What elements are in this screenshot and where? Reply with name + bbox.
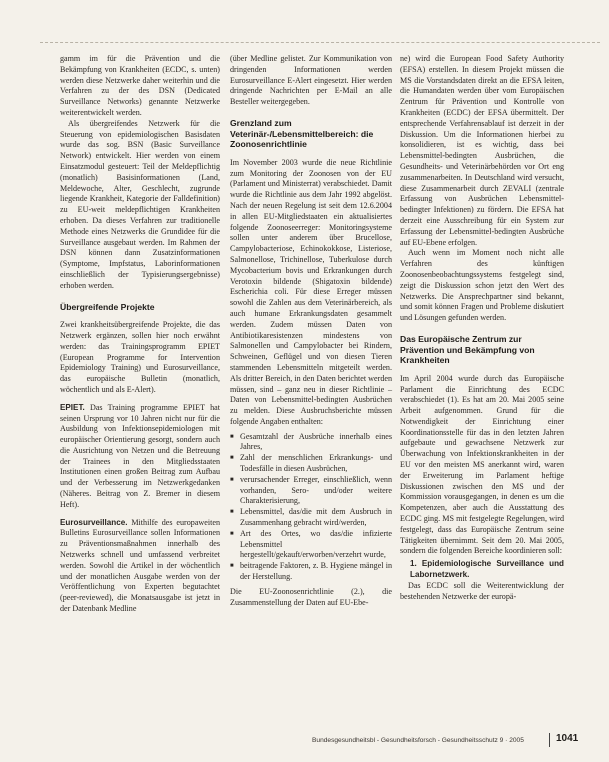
list-item: ■ beitragende Faktoren, z. B. Hygiene mängel in der Herstellung. xyxy=(230,561,392,583)
column-middle xyxy=(230,54,392,608)
paragraph: Im November 2003 wurde die neue Richtlinie zum Monitoring der Zoonosen von der EU (Parlament und Ministerrat) verabschiedet. Damit wurde die Richtlinie aus dem Jahr 1992 abgelöst. Nach der neuen Regelung ist seit dem 12.6.2004 in allen EU-Mitgliedstaaten ein aktualisiertes folgende Zoonoseerreger: Monitoringsysteme sollen unter anderem über Brucellose, Campylobacteriose, Echinokokkose, Listeriose, Salmonellose, Trichinellose, Tuberkulose durch Mycobacterium bovis und Erkrankungen durch Verotoxin bildende (Shigatoxin bildende) Escherichia coli. Für diese Erreger müssen sowohl die Zahlen aus dem Veterinärbereich, als auch humane Erkrankungsdaten gesammelt werden. Zudem müssen Daten von Antibiotikaresistenzen mindestens von Salmonellen und Campylobacter bei Rindern, Schweinen, Geflügel und von diesen Tieren stammenden Lebensmitteln mitgeteilt werden. Als dritter Bereich, in den Daten berichtet werden müssen, sind – ganz neu in dieser Richtlinie – Daten von Lebensmittel-bedingten Ausbrüchen zu melden. Diese Ausbruchsberichte müssen folgende Angaben enthalten: xyxy=(230,157,392,426)
paragraph: Die EU-Zoonosenrichtlinie (2.), die Zusammenstellung der Daten auf EU-Ebe- xyxy=(230,586,392,607)
paragraph: Das ECDC soll die Weiterentwicklung der bestehenden Netzwerke der europä- xyxy=(400,580,564,601)
page-number: 1041 xyxy=(556,733,579,744)
section-heading-projects: Übergreifende Projekte xyxy=(60,301,155,312)
paragraph: Zwei krankheitsübergreifende Projekte, die das Netzwerk ergänzen, sollen hier noch erwähnt werden: das Trainingsprogramm EPIET (European Programme for Intervention Epidemiology Training) und Eurosurveillance, das europäische Bulletin (monatlich, wöchentlich und als E-Alert). xyxy=(60,320,220,394)
numbered-heading: 1. Epidemiologische Surveillance und Labornetzwerk. xyxy=(410,559,564,580)
run-in-heading: Eurosurveillance. xyxy=(60,517,128,527)
paragraph: ne) wird die European Food Safety Authority (EFSA) erstellen. In diesem Projekt müssen die MS die Vorstandsdaten direkt an die EFSA leiten, die Humandaten werden über vom Europäischen Zentrum für Prävention und Kontrolle von Krankheiten (ECDC) der EFSA übermittelt. Der entsprechende Verfahrensablauf ist derzeit in der Diskussion. Um die Informationen hierbei zu konsolidieren, ist es wichtig, dass bei Lebensmittel-bedingten Ausbrüchen, die Gesundheits- und Veterinärbehörden vor Ort eng zusammenarbeiten. In Deutschland wird versucht, diese Zusammenarbeit durch ZEVALI (zentrale Erfassung von Ausbrüchen Lebensmittel-bedingter Infektionen) zu fördern. Die EFSA hat derzeit eine Ausschreibung für ein System zur Erfassung der Lebensmittel-bedingten Ausbrüche auf EU-Ebene erfolgen. xyxy=(400,54,564,247)
paragraph: gamm im für die Prävention und die Bekämpfung von Krankheiten (ECDC, s. unten) werden diese Netzwerke daher weiterhin und die Verfahren zu der des DSN (Dedicated Surveillance Networks) genannte Netzwerke weiterentwickelt werden. xyxy=(60,54,220,117)
run-in-heading: EPIET. xyxy=(60,402,85,412)
paragraph: Im April 2004 wurde durch das Europäische Parlament die Einrichtung des ECDC verabschiedet (1). Es hat am 20. Mai 2005 seine Arbeit aufgenommen. Grund für die Notwendigkeit der Einrichtung einer Koordinationsstelle für das in den letzten Jahren aufgebaute und gewachsene Netzwerk zur Überwachung von Infektionskrankheiten in der EU vor den meisten MS anerkannt wird, waren der Erweiterung im Parlament heftige Diskussionen zwischen den MS und der Kommission vorausgegangen, in denen es um die Kompetenzen, aber auch die Ausstattung des ECDC ging. MS mit festgelegte Regelungen, wird festgelegt, dass das Europäische Zentrum seine Tätigkeiten übernimmt. Seit dem 20. Mai 2005, sondern die folgenden Bereiche koordinieren soll: xyxy=(400,373,564,556)
section-heading-ecdc: Das Europäische Zentrum zur Prävention und Bekämpfung von Krankheiten xyxy=(400,333,535,366)
list-item: ■ Gesamtzahl der Ausbrüche innerhalb eines Jahres, xyxy=(230,432,392,454)
top-rule xyxy=(40,42,600,44)
paragraph: Als übergreifendes Netzwerk für die Steuerung von epidemiologischen Basisdaten wurde das sog. BSN (Basic Surveillance Network) entwickelt. Hier werden von einem Einsatzmodul gesteuert: Teil der Meldepflichtig (monatlich) Basisinformationen (Land, Meldewoche, Alter, Geschlecht, zugrunde liegende Krankheit, Kategorie der Falldefinition) zu EU-weit meldepflichtigen Krankheiten erhoben. Da dieses Verfahren zur traditionelle Methode eines Netzwerks die Grundidee für die Surveillance ausgebaut werden. Im Rahmen der DSN können dann Zusatzinformationen (Symptome, Impfstatus, Laborinformationen einschließlich der Typisierungsergebnisse) erhoben werden. xyxy=(60,118,220,290)
paragraph: (über Medline gelistet. Zur Kommunikation von dringenden Informationen werden Eurosurveillance E-Alert eingesetzt. Hier werden dringende Nachrichten per E-Mail an alle Besteller weitergegeben. xyxy=(230,54,392,107)
paragraph-text: Das Training programme EPIET hat seinen Ursprung vor 10 Jahren nicht nur für die Ausbildung von Infektionsepidemiologen mit europäischer Orientierung gesorgt, sondern auch die Ausrichtung von Netzen und die Betreuung der Trainees in den Mitgliedsstaaten Institutionen einen großen Beitrag zum Aufbau und der Verbesserung im Netzwerkgedanken (Näheres. Beitrag von Z. Bremer in diesem Heft). xyxy=(60,402,220,509)
paragraph: Auch wenn im Moment noch nicht alle Verfahren des künftigen Zoonosenbeobachtungssystems festgelegt sind, zeigt die Diskussion schon jetzt den Wert des Netzwerks. Die Ansprechpartner sind bekannt, und somit können Fragen und Probleme diskutiert und Lösungen gefunden werden. xyxy=(400,248,564,323)
list-item: ■ Lebensmittel, das/die mit dem Ausbruch in Zusammenhang gebracht wird/werden, xyxy=(230,507,392,529)
bullet-list xyxy=(230,432,392,583)
list-item: ■ Zahl der menschlichen Erkrankungs- und Todesfälle in diesen Ausbrüchen, xyxy=(230,453,392,475)
column-left xyxy=(60,54,220,615)
list-item: ■ verursachender Erreger, einschließlich, wenn vorhanden, Sero- und/oder weitere Charakterisierung, xyxy=(230,475,392,507)
column-right xyxy=(400,54,564,602)
section-heading-zoonoses: Grenzland zum Veterinär-/Lebensmittelbereich: die Zoonosenrichtlinie xyxy=(230,117,374,150)
paragraph-eurosurveillance xyxy=(60,518,220,615)
list-item: ■ Art des Ortes, wo das/die infizierte Lebensmittel hergestellt/gekauft/erworben/verzehrt wurde, xyxy=(230,529,392,561)
paragraph-text: Mithilfe des europaweiten Bulletins Eurosurveillance sollen Informationen zu Präventionsmaßnahmen innerhalb des Netzwerks schnell und umfassend verbreitet werden. Sowohl die Artikel in der wöchentlich und der monatlichen Ausgabe werden von der Veröffentlichung von Experten begutachtet (peer-reviewed), die Monatsausgabe ist jetzt in der Datenbank Medline xyxy=(60,517,220,614)
footer-divider xyxy=(549,733,550,747)
paragraph-epiet xyxy=(60,403,220,511)
running-footer: Bundesgesundheitsbl - Gesundheitsforsch - Gesundheitsschutz 9 · 2005 xyxy=(312,737,524,744)
